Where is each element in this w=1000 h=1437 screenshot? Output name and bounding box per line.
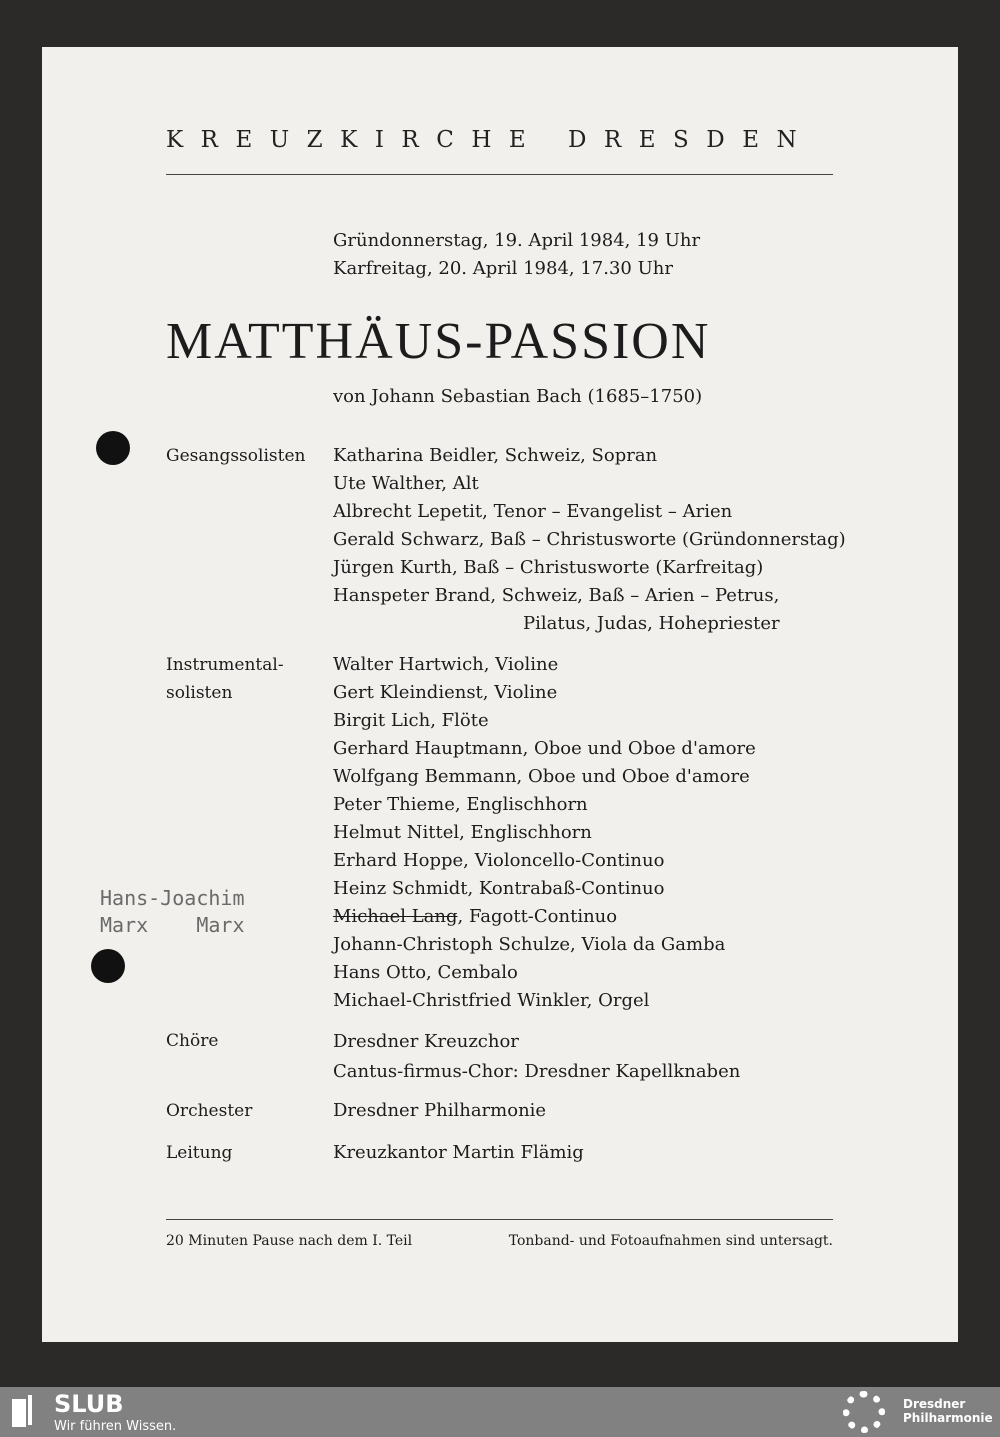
- list-item: Johann-Christoph Schulze, Viola da Gamba: [333, 934, 726, 955]
- struck-name: Michael Lang: [333, 906, 458, 927]
- list-item: Hanspeter Brand, Schweiz, Baß – Arien – Petrus,: [333, 585, 780, 606]
- list-item: Hans Otto, Cembalo: [333, 962, 518, 983]
- page-title: MATTHÄUS-PASSION: [166, 313, 711, 370]
- list-item: Gerhard Hauptmann, Oboe und Oboe d'amore: [333, 738, 756, 759]
- list-item: Albrecht Lepetit, Tenor – Evangelist – Arien: [333, 501, 733, 522]
- list-item: Peter Thieme, Englischhorn: [333, 794, 588, 815]
- header-title: KREUZKIRCHE DRESDEN: [166, 127, 815, 153]
- list-item-rest: , Fagott-Continuo: [457, 906, 618, 927]
- list-item: Birgit Lich, Flöte: [333, 710, 489, 731]
- program-page: [42, 47, 958, 1342]
- list-item: Erhard Hoppe, Violoncello-Continuo: [333, 850, 665, 871]
- list-item: Kreuzkantor Martin Flämig: [333, 1142, 584, 1163]
- list-item: Dresdner Philharmonie: [333, 1100, 547, 1121]
- subtitle: von Johann Sebastian Bach (1685–1750): [333, 386, 703, 407]
- date-1: Gründonnerstag, 19. April 1984, 19 Uhr: [333, 230, 701, 251]
- slub-tagline: Wir führen Wissen.: [54, 1419, 177, 1434]
- philharmonie-logo-icon: [843, 1391, 885, 1433]
- section-label: Leitung: [166, 1143, 233, 1163]
- footer-note-left: 20 Minuten Pause nach dem I. Teil: [166, 1233, 413, 1249]
- list-item: Heinz Schmidt, Kontrabaß-Continuo: [333, 878, 665, 899]
- typed-stamp: Hans-Joachim Marx Marx: [100, 886, 245, 937]
- punch-hole: [91, 949, 125, 983]
- list-item: Walter Hartwich, Violine: [333, 654, 559, 675]
- list-item: Gert Kleindienst, Violine: [333, 682, 558, 703]
- list-item: [333, 903, 756, 931]
- punch-hole: [96, 431, 130, 465]
- list-item: Dresdner Kreuzchor: [333, 1031, 519, 1052]
- dates: [333, 227, 700, 283]
- list-item: Michael-Christfried Winkler, Orgel: [333, 990, 650, 1011]
- section-label: Orchester: [166, 1101, 253, 1121]
- philharmonie-logo[interactable]: Dresdner Philharmonie: [903, 1397, 993, 1425]
- list-item: Pilatus, Judas, Hohepriester: [523, 613, 780, 634]
- book-icon: [12, 1395, 34, 1427]
- footer-rule: [166, 1219, 833, 1220]
- list-item: Ute Walther, Alt: [333, 473, 479, 494]
- list-item: Wolfgang Bemmann, Oboe und Oboe d'amore: [333, 766, 750, 787]
- footer-note-right: Tonband- und Fotoaufnahmen sind untersagt.: [508, 1233, 833, 1249]
- slub-logo[interactable]: SLUB: [54, 1390, 124, 1418]
- list-item: Jürgen Kurth, Baß – Christusworte (Karfreitag): [333, 557, 764, 578]
- list-item: Cantus-firmus-Chor: Dresdner Kapellknaben: [333, 1061, 741, 1082]
- section-label: Instrumental- solisten: [166, 655, 284, 703]
- list-item: Helmut Nittel, Englischhorn: [333, 822, 592, 843]
- section-label: Gesangssolisten: [166, 446, 306, 466]
- date-2: Karfreitag, 20. April 1984, 17.30 Uhr: [333, 258, 673, 279]
- section-label: Chöre: [166, 1031, 219, 1051]
- footer-bar: [0, 1387, 1000, 1437]
- header-rule: [166, 174, 833, 175]
- list-item: Gerald Schwarz, Baß – Christusworte (Gründonnerstag): [333, 529, 846, 550]
- list-item: Katharina Beidler, Schweiz, Sopran: [333, 445, 658, 466]
